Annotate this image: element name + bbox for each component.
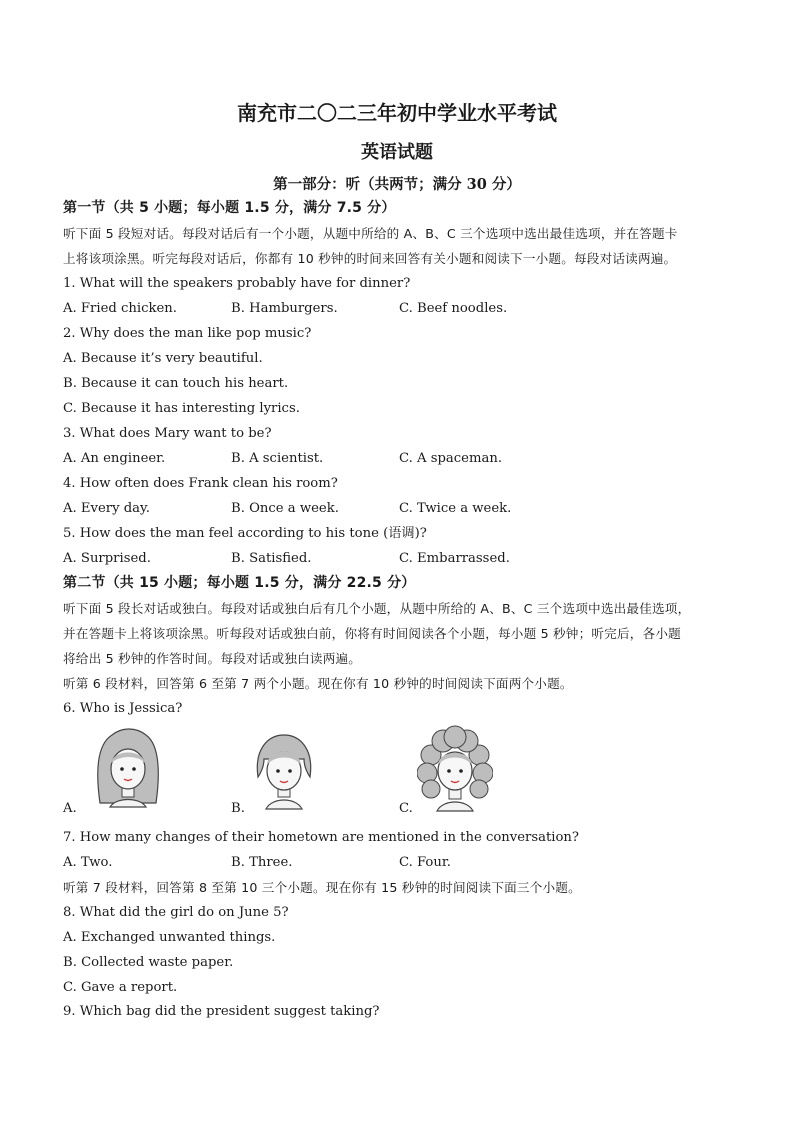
q5-option-a: A. Surprised.	[63, 551, 151, 566]
girl-short-hair-icon	[252, 725, 316, 813]
q2-option-b: B. Because it can touch his heart.	[63, 376, 289, 391]
question-6: 6. Who is Jessica?	[63, 701, 183, 716]
question-3: 3. What does Mary want to be?	[63, 426, 272, 441]
q3-option-b: B. A scientist.	[231, 451, 324, 466]
section1-instructions-line1: 听下面 5 段短对话。每段对话后有一个小题，从题中所给的 A、B、C 三个选项中选出最佳选项，并在答题卡	[63, 226, 678, 241]
question-4: 4. How often does Frank clean his room?	[63, 476, 338, 491]
q5-option-b: B. Satisfied.	[231, 551, 312, 566]
question-2: 2. Why does the man like pop music?	[63, 326, 312, 341]
section1-heading: 第一节（共 5 小题；每小题 1.5 分，满分 7.5 分）	[63, 200, 396, 216]
q8-option-c: C. Gave a report.	[63, 980, 178, 995]
q2-option-c: C. Because it has interesting lyrics.	[63, 401, 300, 416]
q5-option-c: C. Embarrassed.	[399, 551, 510, 566]
q4-option-b: B. Once a week.	[231, 501, 339, 516]
question-5: 5. How does the man feel according to his tone (语调)?	[63, 526, 427, 541]
q8-option-b: B. Collected waste paper.	[63, 955, 234, 970]
q1-option-b: B. Hamburgers.	[231, 301, 338, 316]
question-8: 8. What did the girl do on June 5?	[63, 905, 289, 920]
q7-option-c: C. Four.	[399, 855, 451, 870]
q3-option-c: C. A spaceman.	[399, 451, 503, 466]
section2-instructions-line1: 听下面 5 段长对话或独白。每段对话或独白后有几个小题，从题中所给的 A、B、C 三个选项中选出最佳选项，	[63, 601, 691, 616]
q6-option-c: C.	[399, 801, 413, 816]
exam-title: 南充市二〇二三年初中学业水平考试	[237, 101, 557, 125]
q4-option-c: C. Twice a week.	[399, 501, 512, 516]
section1-instructions-line2: 上将该项涂黑。听完每段对话后，你都有 10 秒钟的时间来回答有关小题和阅读下一小题。每段对话读两遍。	[63, 251, 677, 266]
section2-instructions-line2: 并在答题卡上将该项涂黑。听每段对话或独白前，你将有时间阅读各个小题，每小题 5 秒钟；听完后，各小题	[63, 626, 681, 641]
section2-instructions-line3: 将给出 5 秒钟的作答时间。每段对话或独白读两遍。	[63, 651, 362, 666]
exam-subject: 英语试题	[361, 142, 433, 163]
q7-option-a: A. Two.	[63, 855, 113, 870]
q2-option-a: A. Because it’s very beautiful.	[63, 351, 263, 366]
q1-option-c: C. Beef noodles.	[399, 301, 508, 316]
part-one-heading: 第一部分：听（共两节；满分 30 分）	[273, 176, 521, 193]
q6-option-b: B.	[231, 801, 245, 816]
q4-option-a: A. Every day.	[63, 501, 150, 516]
q6-option-a: A.	[63, 801, 77, 816]
girl-long-hair-icon	[92, 725, 164, 813]
material-6-instructions: 听第 6 段材料，回答第 6 至第 7 两个小题。现在你有 10 秒钟的时间阅读下面两个小题。	[63, 676, 573, 691]
q8-option-a: A. Exchanged unwanted things.	[63, 930, 276, 945]
girl-curly-hair-icon	[417, 725, 493, 813]
q1-option-a: A. Fried chicken.	[63, 301, 177, 316]
question-7: 7. How many changes of their hometown are mentioned in the conversation?	[63, 830, 579, 845]
material-7-instructions: 听第 7 段材料，回答第 8 至第 10 三个小题。现在你有 15 秒钟的时间阅读下面三个小题。	[63, 880, 581, 895]
q3-option-a: A. An engineer.	[63, 451, 166, 466]
section2-heading: 第二节（共 15 小题；每小题 1.5 分，满分 22.5 分）	[63, 575, 416, 591]
q7-option-b: B. Three.	[231, 855, 293, 870]
question-9: 9. Which bag did the president suggest taking?	[63, 1004, 380, 1019]
question-1: 1. What will the speakers probably have for dinner?	[63, 276, 411, 291]
